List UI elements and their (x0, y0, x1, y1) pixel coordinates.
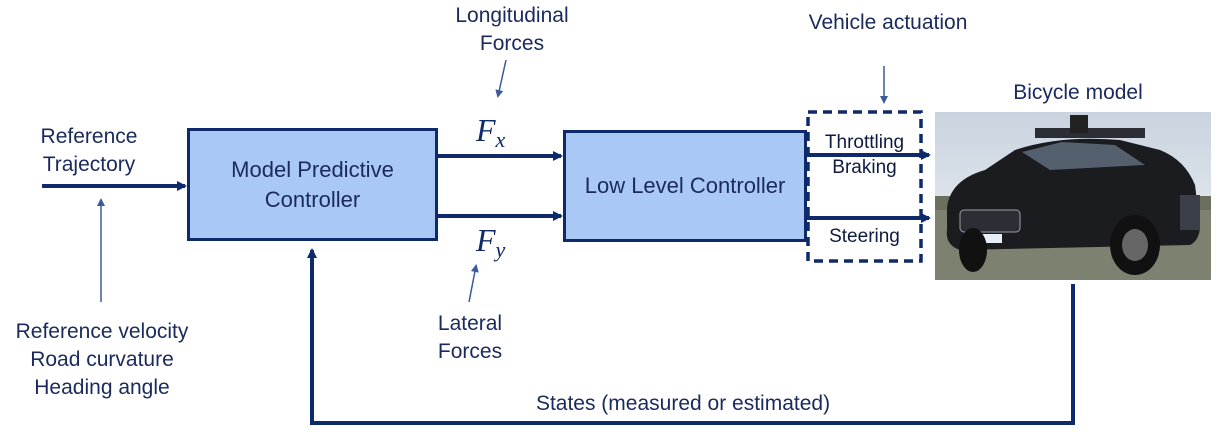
fx-letter: F (476, 112, 496, 148)
steering-label: Steering (829, 226, 900, 247)
reference-line1: Reference (40, 125, 138, 148)
mpc-block (187, 128, 438, 241)
heading-angle: Heading angle (34, 376, 170, 399)
low-level-controller-block (563, 130, 807, 242)
lateral-forces-label (410, 310, 530, 366)
braking-label: Braking (832, 157, 897, 178)
reference-velocity: Reference velocity (15, 320, 189, 343)
longitudinal-line1: Longitudinal (455, 4, 569, 27)
feedback-states-label: States (measured or estimated) (535, 392, 831, 415)
mpc-line1: Model Predictive (231, 156, 394, 182)
llc-label: Low Level Controller (584, 173, 786, 198)
vehicle-actuation-label: Vehicle actuation (808, 11, 968, 34)
throttling-label: Throttling (824, 132, 905, 153)
fy-symbol (476, 222, 505, 263)
reference-inputs-label (2, 318, 202, 402)
lateral-line2: Forces (437, 340, 503, 363)
fx-subscript: x (495, 127, 506, 152)
longitudinal-arrow (498, 60, 506, 96)
bicycle-model-label: Bicycle model (1013, 81, 1143, 104)
mpc-line2: Controller (264, 186, 361, 212)
fx-symbol (476, 112, 505, 153)
fy-letter: F (476, 222, 496, 258)
fy-subscript: y (495, 237, 506, 262)
reference-trajectory-label (28, 123, 150, 179)
reference-line2: Trajectory (42, 153, 136, 176)
lateral-arrow (469, 266, 476, 302)
road-curvature: Road curvature (30, 348, 174, 371)
car-image (935, 112, 1211, 280)
longitudinal-line2: Forces (479, 32, 545, 55)
longitudinal-forces-label (432, 2, 592, 58)
lateral-line1: Lateral (437, 312, 503, 335)
